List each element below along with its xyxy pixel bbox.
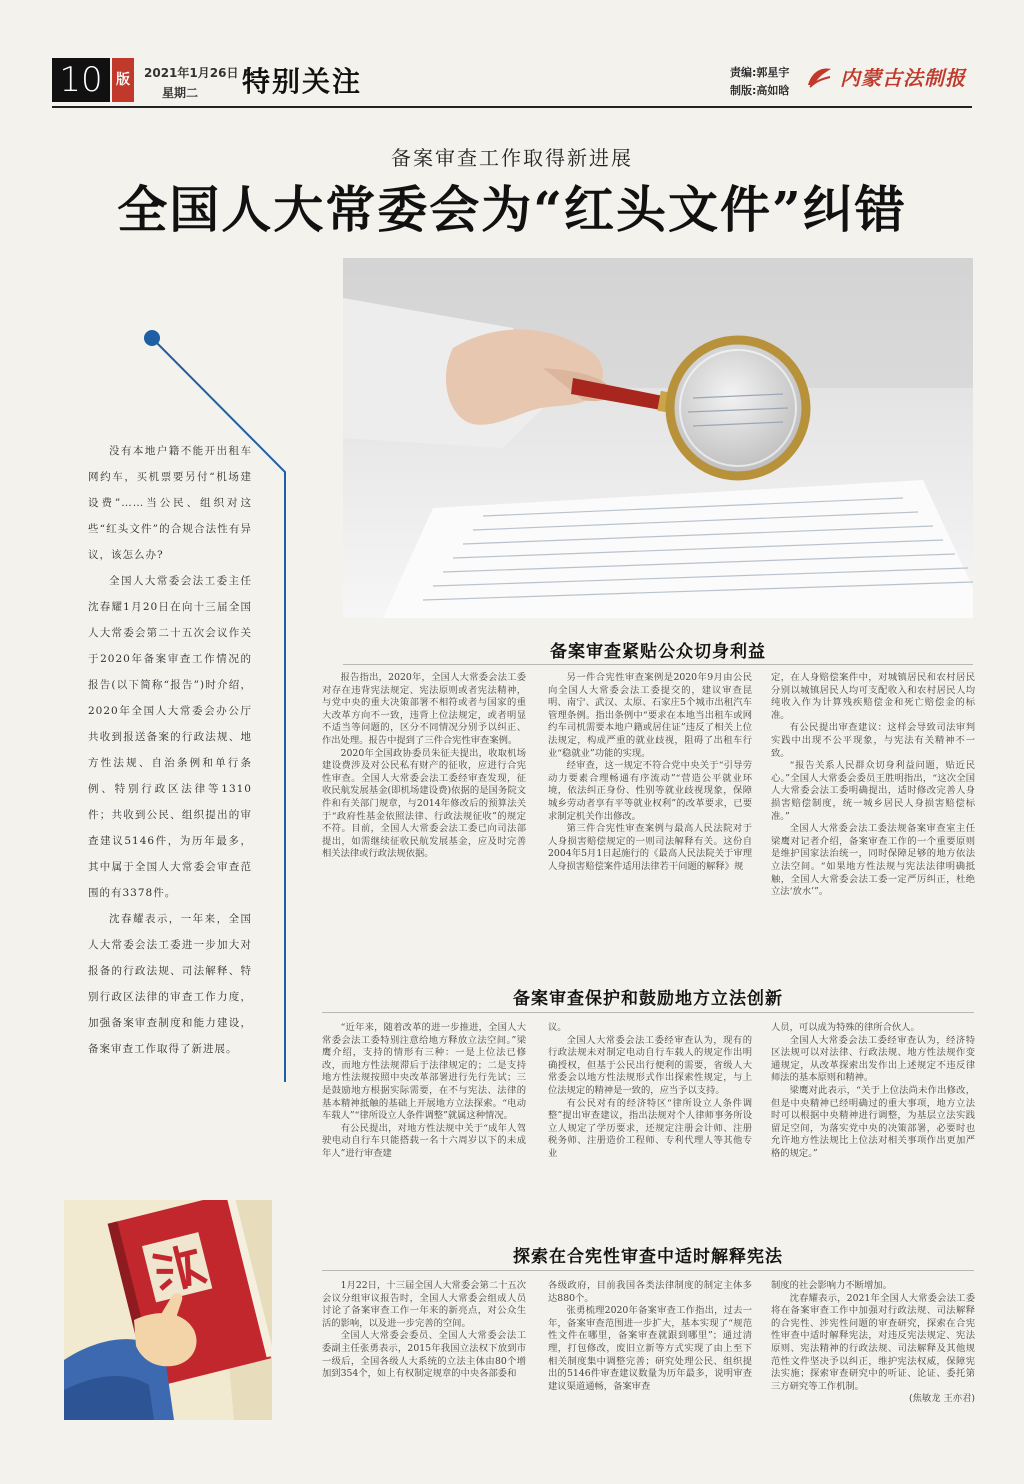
- article-paragraph: 有公民对有的经济特区“律所设立人条件调整”提出审查建议，指出法规对个人律师事务所设立人规定了学历要求，还规定注册会计师、注册税务师、注册造价工程师、专利代理人等其他专业: [548, 1097, 752, 1159]
- article-paragraph: 有公民提出，对地方性法规中关于“成年人驾驶电动自行车只能搭载一名十六周岁以下的未成年人”进行审查建: [322, 1122, 526, 1159]
- lede-paragraph: 没有本地户籍不能开出租车网约车，买机票要另付“机场建设费”……当公民、组织对这些“红头文件”的合规合法性有异议，该怎么办?: [88, 445, 252, 561]
- article-paragraph: 梁鹰对此表示，“关于上位法尚未作出修改，但是中央精神已经明确过的重大事项，地方立法时可以根据中央精神进行调整，为基层立法实践留足空间，为落实党中央的决策部署，必要时也允许地方性法规比上位法对相关事项作出更加严格的规定。”: [771, 1084, 975, 1159]
- article-paragraph: 制度的社会影响力不断增加。: [771, 1280, 892, 1291]
- article-paragraph: 张勇梳理2020年备案审查工作指出，过去一年，备案审查范围进一步扩大，基本实现了“规范性文件在哪里，备案审查就跟到哪里”；通过清理，打包修改，废旧立新等方式实现了由上至下相关制度集中调整完善；研究处理公民、组织提出的5146件审查建议数量为历年最多，说明审查建议渠道通畅，备案审查: [548, 1305, 752, 1392]
- article-paragraph: 各级政府，目前我国各类法律制度的制定主体多达880个。: [548, 1280, 752, 1304]
- masthead-rule: [52, 106, 972, 108]
- section-rule: [322, 1270, 974, 1271]
- section-rule: [322, 1012, 974, 1013]
- section-heading: 备案审查保护和鼓励地方立法创新: [513, 989, 783, 1009]
- article-column: [322, 1022, 526, 1161]
- article-paragraph: 2020年全国政协委员朱征夫提出，收取机场建设费涉及对公民私有财产的征收，应进行合宪性审查。全国人大常委会法工委经审查发现，征收民航发展基金(即机场建设费)依据的是国务院文件和有关部门规章，与2014年修改后的预算法关于“政府性基金依照法律、行政法规征收”的规定不符。目前，全国人大常委会法工委已向司法部提出，如需继续征收民航发展基金，应及时完善相关法律或行政法规依据。: [322, 747, 526, 860]
- law-book-illustration: [64, 1200, 272, 1420]
- law-book-photo: [64, 1200, 272, 1420]
- article-paragraph: 全国人大常委会委员、全国人大常委会法工委副主任张勇表示，2015年我国立法权下放到市一级后，全国各级人大系统的立法主体由80个增加到354个，如上有权制定规章的中央各部委和: [322, 1330, 526, 1380]
- article-column: [771, 1022, 975, 1161]
- article-column: [771, 1280, 975, 1406]
- article-paragraph: 议。: [548, 1022, 567, 1033]
- magnifying-glass-photo: [343, 258, 973, 618]
- main-headline: 全国人大常委会为“红头文件”纠错: [117, 180, 907, 239]
- article-column: [548, 672, 752, 874]
- section-heading: 备案审查紧贴公众切身利益: [550, 642, 766, 662]
- article-paragraph: 第三件合宪性审查案例与最高人民法院对于人身损害赔偿规定的一则司法解释有关。这份自2004年5月1日起施行的《最高人民法院关于审理人身损害赔偿案件适用法律若干问题的解释》规: [548, 823, 752, 872]
- masthead: [52, 58, 972, 106]
- article-paragraph: 另一件合宪性审查案例是2020年9月由公民向全国人大常委会法工委提交的，建议审查昆明、南宁、武汉、太原、石家庄5个城市出租汽车管理条例。指出条例中“要求在本地当出租车或网约车司机需要本地户籍或居住证”违反了相关上位法规定，构成严重的就业歧视，阻碍了出租车行业“稳就业”功能的实现。: [548, 672, 752, 759]
- logo-text: 内蒙古法制报: [840, 66, 966, 90]
- article-column: [322, 1280, 526, 1381]
- article-paragraph: 全国人大常委会法工委法规备案审查室主任梁鹰对记者介绍，备案审查工作的一个重要原则是维护国家法治统一，同时保障足够的地方依法立法空间。“如果地方性法规与宪法法律明确抵触，全国人大常委会法工委一定严厉纠正，杜绝立法‘放水’”。: [771, 823, 975, 898]
- magnifying-glass-illustration: [343, 258, 973, 618]
- article-paragraph: 全国人大常委会法工委经审查认为，经济特区法规可以对法律、行政法规、地方性法规作变通规定，从改革探索出发作出上述规定不违反律师法的基本原则和精神。: [771, 1034, 975, 1084]
- article-paragraph: 1月22日，十三届全国人大常委会第二十五次会议分组审议报告时，全国人大常委会组成人员讨论了备案审查工作一年来的新亮点，对公众生活的影响，以及进一步完善的空间。: [322, 1280, 526, 1329]
- page-suffix: 版: [112, 58, 134, 102]
- issue-weekday: 星期二: [162, 86, 199, 100]
- article-paragraph: 人员，可以成为特殊的律所合伙人。: [771, 1022, 920, 1033]
- article-paragraph: 报告指出，2020年，全国人大常委会法工委对存在违背宪法规定、宪法原则或者宪法精神，与党中央的重大决策部署不相符或者与国家的重大改革方向不一致，违背上位法规定，或者明显不适当等问题的，区分不同情况分别予以纠正、作出处理。报告中提到了三件合宪性审查案例。: [322, 672, 526, 746]
- article-column: [548, 1280, 752, 1393]
- article-paragraph: 沈春耀表示，2021年全国人大常委会法工委将在备案审查工作中加强对行政法规、司法解释的合宪性、涉宪性问题的审查研究，探索在合宪性审查中适时解释宪法，对违反宪法规定、宪法原则、宪法精神的行政法规、司法解释及其他规范性文件坚决予以纠正，维护宪法权威，保障宪法实施；探索审查研究中的听证、论证、委托第三方研究等工作机制。: [771, 1292, 975, 1392]
- section-rule: [343, 664, 973, 665]
- article-column: [322, 672, 526, 861]
- article-paragraph: “报告关系人民群众切身利益问题，贴近民心。”全国人大常委会委员王胜明指出，“这次全国人大常委会法工委明确提出，适时修改完善人身损害赔偿制度，统一城乡居民人身损害赔偿标准。”: [771, 760, 975, 822]
- newspaper-logo: [804, 62, 966, 91]
- lede-paragraph: 沈春耀表示，一年来，全国人大常委会法工委进一步加大对报备的行政法规、司法解释、特别行政区法律的审查工作力度，加强备案审查制度和能力建设，备案审查工作取得了新进展。: [88, 913, 252, 1055]
- article-paragraph: 全国人大常委会法工委经审查认为，现有的行政法规未对制定电动自行车载人的规定作出明确授权，但基于公民出行便利的需要，省级人大常委会以地方性法规形式作出探索性规定，与上位法规定的精神是一致的，应当予以支持。: [548, 1034, 752, 1096]
- editor-credit: 责编:郭星宇: [730, 66, 790, 79]
- page-number: 10: [52, 58, 110, 102]
- article-paragraph: 经审查，这一规定不符合党中央关于“引导劳动力要素合理畅通有序流动”“营造公平就业环境，依法纠正身份、性别等就业歧视现象，保障城乡劳动者享有平等就业权利”的改革要求，已要求制定机关作出修改。: [548, 760, 752, 822]
- section-heading: 探索在合宪性审查中适时解释宪法: [513, 1247, 783, 1267]
- logo-mark-icon: [804, 65, 834, 89]
- article-paragraph: 定，在人身赔偿案件中，对城镇居民和农村居民分别以城镇居民人均可支配收入和农村居民人均纯收入作为计算残疾赔偿金和死亡赔偿金的标准。: [771, 672, 975, 721]
- byline: (焦敏龙 王亦君): [909, 1393, 975, 1405]
- article-paragraph: 有公民提出审查建议：这样会导致司法审判实践中出现不公平现象，与宪法有关精神不一致。: [771, 722, 975, 759]
- lede-paragraph: 全国人大常委会法工委主任沈春耀1月20日在向十三届全国人大常委会第二十五次会议作关于2020年备案审查工作情况的报告(以下简称“报告”)时介绍，2020年全国人大常委会办公厅共收到报送备案的行政法规、地方性法规、自治条例和单行条例、特别行政区法律等1310件；共收到公民、组织提出的审查建议5146件，为历年最多，其中属于全国人大常委会审查范围的有3378件。: [88, 575, 252, 899]
- layout-editor-credit: 制版:高如晗: [730, 84, 790, 97]
- article-paragraph: “近年来，随着改革的进一步推进，全国人大常委会法工委特别注意给地方释放立法空间。”梁鹰介绍，支持的情形有三种：一是上位法已修改，而地方性法规滞后于法律规定的；二是支持地方性法规按照中央改革部署进行先行先试；三是鼓励地方根据实际需要，在不与宪法、法律的基本精神抵触的基础上开展地方立法探索。“电动车载人”“律所设立人条件调整”就属这种情况。: [322, 1022, 526, 1122]
- article-column: [548, 1022, 752, 1161]
- lede-column: [88, 438, 252, 1062]
- section-name: 特别关注: [242, 65, 363, 98]
- headline-kicker: 备案审查工作取得新进展: [391, 146, 633, 170]
- issue-date: 2021年1月26日: [144, 66, 239, 80]
- article-column: [771, 672, 975, 899]
